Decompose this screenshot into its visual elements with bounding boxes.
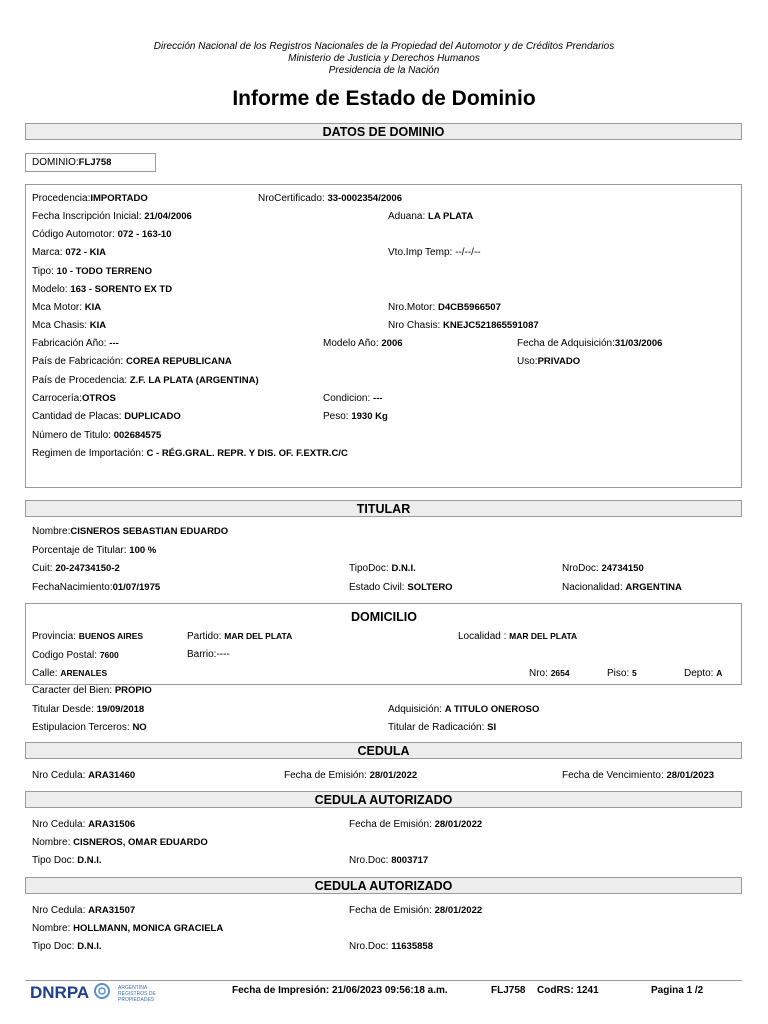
condicion-field: Condicion: --- — [323, 393, 383, 404]
dnrpa-logo: DNRPA — [30, 982, 111, 1003]
titular-radicacion-field: Titular de Radicación: SI — [388, 722, 497, 733]
header-agency: Dirección Nacional de los Registros Nacionales de la Propiedad del Automotor y de Créditos Prendarios — [153, 41, 615, 52]
numero-titulo-field: Número de Titulo: 002684575 — [32, 430, 162, 441]
titular-desde-field: Titular Desde: 19/09/2018 — [32, 704, 145, 715]
cantidad-placas-field: Cantidad de Placas: DUPLICADO — [32, 411, 181, 422]
header-ministry: Ministerio de Justicia y Derechos Humanos — [288, 53, 480, 64]
pais-procedencia-field: País de Procedencia: Z.F. LA PLATA (ARGENTINA) — [32, 375, 259, 386]
titular-cuit-field: Cuit: 20-24734150-2 — [32, 563, 120, 574]
cedula-aut2-emision-field: Fecha de Emisión: 28/01/2022 — [349, 905, 483, 916]
cedula-aut2-nombre-field: Nombre: HOLLMANN, MONICA GRACIELA — [32, 923, 224, 934]
cedula-aut1-emision-field: Fecha de Emisión: 28/01/2022 — [349, 819, 483, 830]
nro-chasis-field: Nro Chasis: KNEJC521865591087 — [388, 320, 539, 331]
codigo-postal-field: Codigo Postal: 7600 — [32, 650, 119, 661]
fabricacion-anio-field: Fabricación Año: --- — [32, 338, 119, 349]
titular-estado-civil-field: Estado Civil: SOLTERO — [349, 582, 453, 593]
section-cedula-autorizado-2: CEDULA AUTORIZADO — [25, 877, 742, 894]
footer-pagina: Pagina 1 /2 — [651, 985, 704, 996]
caracter-bien-field: Caracter del Bien: PROPIO — [32, 685, 152, 696]
cedula-aut1-tipodoc-field: Tipo Doc: D.N.I. — [32, 855, 102, 866]
nro-field: Nro: 2654 — [529, 668, 570, 679]
cedula-aut1-nrodoc-field: Nro.Doc: 8003717 — [349, 855, 429, 866]
cedula-aut1-nro-field: Nro Cedula: ARA31506 — [32, 819, 136, 830]
mca-motor-field: Mca Motor: KIA — [32, 302, 102, 313]
estipulacion-field: Estipulacion Terceros: NO — [32, 722, 147, 733]
titular-nacionalidad-field: Nacionalidad: ARGENTINA — [562, 582, 682, 593]
peso-field: Peso: 1930 Kg — [323, 411, 388, 422]
nro-certificado-field: NroCertificado: 33-0002354/2006 — [258, 193, 402, 204]
footer-fecha-impresion: Fecha de Impresión: 21/06/2023 09:56:18 a.m. — [232, 985, 448, 996]
fecha-inscripcion-field: Fecha Inscripción Inicial: 21/04/2006 — [32, 211, 192, 222]
page-title: Informe de Estado de Dominio — [232, 87, 536, 110]
marca-field: Marca: 072 - KIA — [32, 247, 106, 258]
carroceria-field: Carrocería:OTROS — [32, 393, 116, 404]
footer-dominio: FLJ758 — [491, 985, 526, 996]
section-domicilio: DOMICILIO — [351, 610, 417, 624]
titular-nrodoc-field: NroDoc: 24734150 — [562, 563, 644, 574]
cedula-emision-field: Fecha de Emisión: 28/01/2022 — [284, 770, 418, 781]
section-cedula: CEDULA — [25, 742, 742, 759]
uso-field: Uso:PRIVADO — [517, 356, 581, 367]
titular-nombre-field: Nombre:CISNEROS SEBASTIAN EDUARDO — [32, 526, 229, 537]
titular-nacimiento-field: FechaNacimiento:01/07/1975 — [32, 582, 161, 593]
section-datos-dominio: DATOS DE DOMINIO — [25, 123, 742, 140]
vto-imp-field: Vto.Imp Temp: --/--/-- — [388, 247, 481, 258]
logo-emblem-icon — [93, 982, 111, 1000]
cedula-aut2-tipodoc-field: Tipo Doc: D.N.I. — [32, 941, 102, 952]
adquisicion-field: Adquisición: A TITULO ONEROSO — [388, 704, 540, 715]
procedencia-field: Procedencia:IMPORTADO — [32, 193, 148, 204]
nro-motor-field: Nro.Motor: D4CB5966507 — [388, 302, 501, 313]
modelo-anio-field: Modelo Año: 2006 — [323, 338, 403, 349]
footer-codrs: CodRS: 1241 — [537, 985, 599, 996]
pais-fabricacion-field: País de Fabricación: COREA REPUBLICANA — [32, 356, 232, 367]
mca-chasis-field: Mca Chasis: KIA — [32, 320, 107, 331]
titular-porcentaje-field: Porcentaje de Titular: 100 % — [32, 545, 157, 556]
footer-divider — [25, 980, 742, 981]
partido-field: Partido: MAR DEL PLATA — [187, 631, 293, 642]
cedula-aut2-nro-field: Nro Cedula: ARA31507 — [32, 905, 136, 916]
cedula-vencimiento-field: Fecha de Vencimiento: 28/01/2023 — [562, 770, 715, 781]
titular-tipodoc-field: TipoDoc: D.N.I. — [349, 563, 416, 574]
regimen-field: Regimen de Importación: C - RÉG.GRAL. REPR. Y DIS. OF. F.EXTR.C/C — [32, 448, 348, 459]
aduana-field: Aduana: LA PLATA — [388, 211, 474, 222]
provincia-field: Provincia: BUENOS AIRES — [32, 631, 144, 642]
calle-field: Calle: ARENALES — [32, 668, 108, 679]
barrio-field: Barrio:---- — [187, 649, 230, 660]
header-presidency: Presidencia de la Nación — [328, 65, 440, 76]
tipo-field: Tipo: 10 - TODO TERRENO — [32, 266, 153, 277]
localidad-field: Localidad : MAR DEL PLATA — [458, 631, 578, 642]
depto-field: Depto: A — [684, 668, 723, 679]
section-titular: TITULAR — [25, 500, 742, 517]
dominio-field: DOMINIO:FLJ758 — [32, 157, 112, 168]
cedula-aut1-nombre-field: Nombre: CISNEROS, OMAR EDUARDO — [32, 837, 208, 848]
cedula-aut2-nrodoc-field: Nro.Doc: 11635858 — [349, 941, 433, 952]
piso-field: Piso: 5 — [607, 668, 637, 679]
section-cedula-autorizado-1: CEDULA AUTORIZADO — [25, 791, 742, 808]
modelo-field: Modelo: 163 - SORENTO EX TD — [32, 284, 173, 295]
logo-subtitle: ARGENTINA REGISTROS DE PROPIEDADES — [118, 985, 156, 1003]
cedula-nro-field: Nro Cedula: ARA31460 — [32, 770, 136, 781]
fecha-adquisicion-field: Fecha de Adquisición:31/03/2006 — [517, 338, 663, 349]
codigo-automotor-field: Código Automotor: 072 - 163-10 — [32, 229, 172, 240]
